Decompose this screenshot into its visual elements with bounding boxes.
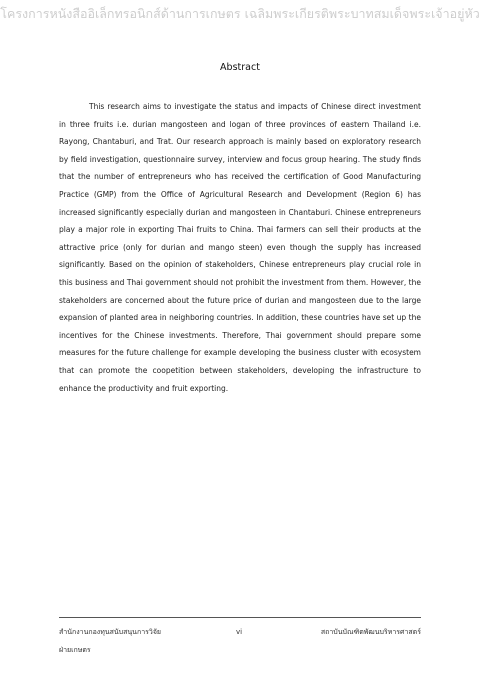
footer-divider	[59, 617, 421, 618]
footer-department: ฝ่ายเกษตร	[59, 646, 91, 654]
footer-left-block	[59, 623, 161, 659]
page-number: vi	[236, 628, 243, 636]
page-title: Abstract	[220, 62, 260, 73]
footer-organization: สำนักงานกองทุนสนับสนุนการวิจัย	[59, 628, 162, 636]
watermark-header: โครงการหนังสืออิเล็กทรอนิกส์ด้านการเกษตร เฉลิมพระเกียรติพระบาทสมเด็จพระเจ้าอยู่หัว	[0, 6, 480, 21]
footer-institution: สถาบันบัณฑิตพัฒนบริหารศาสตร์	[320, 628, 421, 636]
abstract-paragraph: This research aims to investigate the status and impacts of Chinese direct investment in three fruits i.e. durian mangosteen and logan of three provinces of eastern Thailand i.e. Rayong, Chantaburi, and Trat. Our research approach is mainly based on exploratory research by field investigation, questionnaire survey, interview and focus group hearing. The study finds that the number of entrepreneurs who has received the certification of Good Manufacturing Practice (GMP) from the Office of Agricultural Research and Development (Region 6) has increased significantly especially durian and mangosteen in Chantaburi. Chinese entrepreneurs play a major role in exporting Thai fruits to China. Thai farmers can sell their products at the attractive price (only for durian and mango steen) even though the supply has increased significantly. Based on the opinion of stakeholders, Chinese entrepreneurs play crucial role in this business and Thai government should not prohibit the investment from them. However, the stakeholders are concerned about the future price of durian and mangosteen due to the large expansion of planted area in neighboring countries. In addition, these countries have set up the incentives for the Chinese investments. Therefore, Thai government should prepare some measures for the future challenge for example developing the business cluster with ecosystem that can promote the coopetition between stakeholders, developing the infrastructure to enhance the productivity and fruit exporting.	[59, 102, 421, 393]
